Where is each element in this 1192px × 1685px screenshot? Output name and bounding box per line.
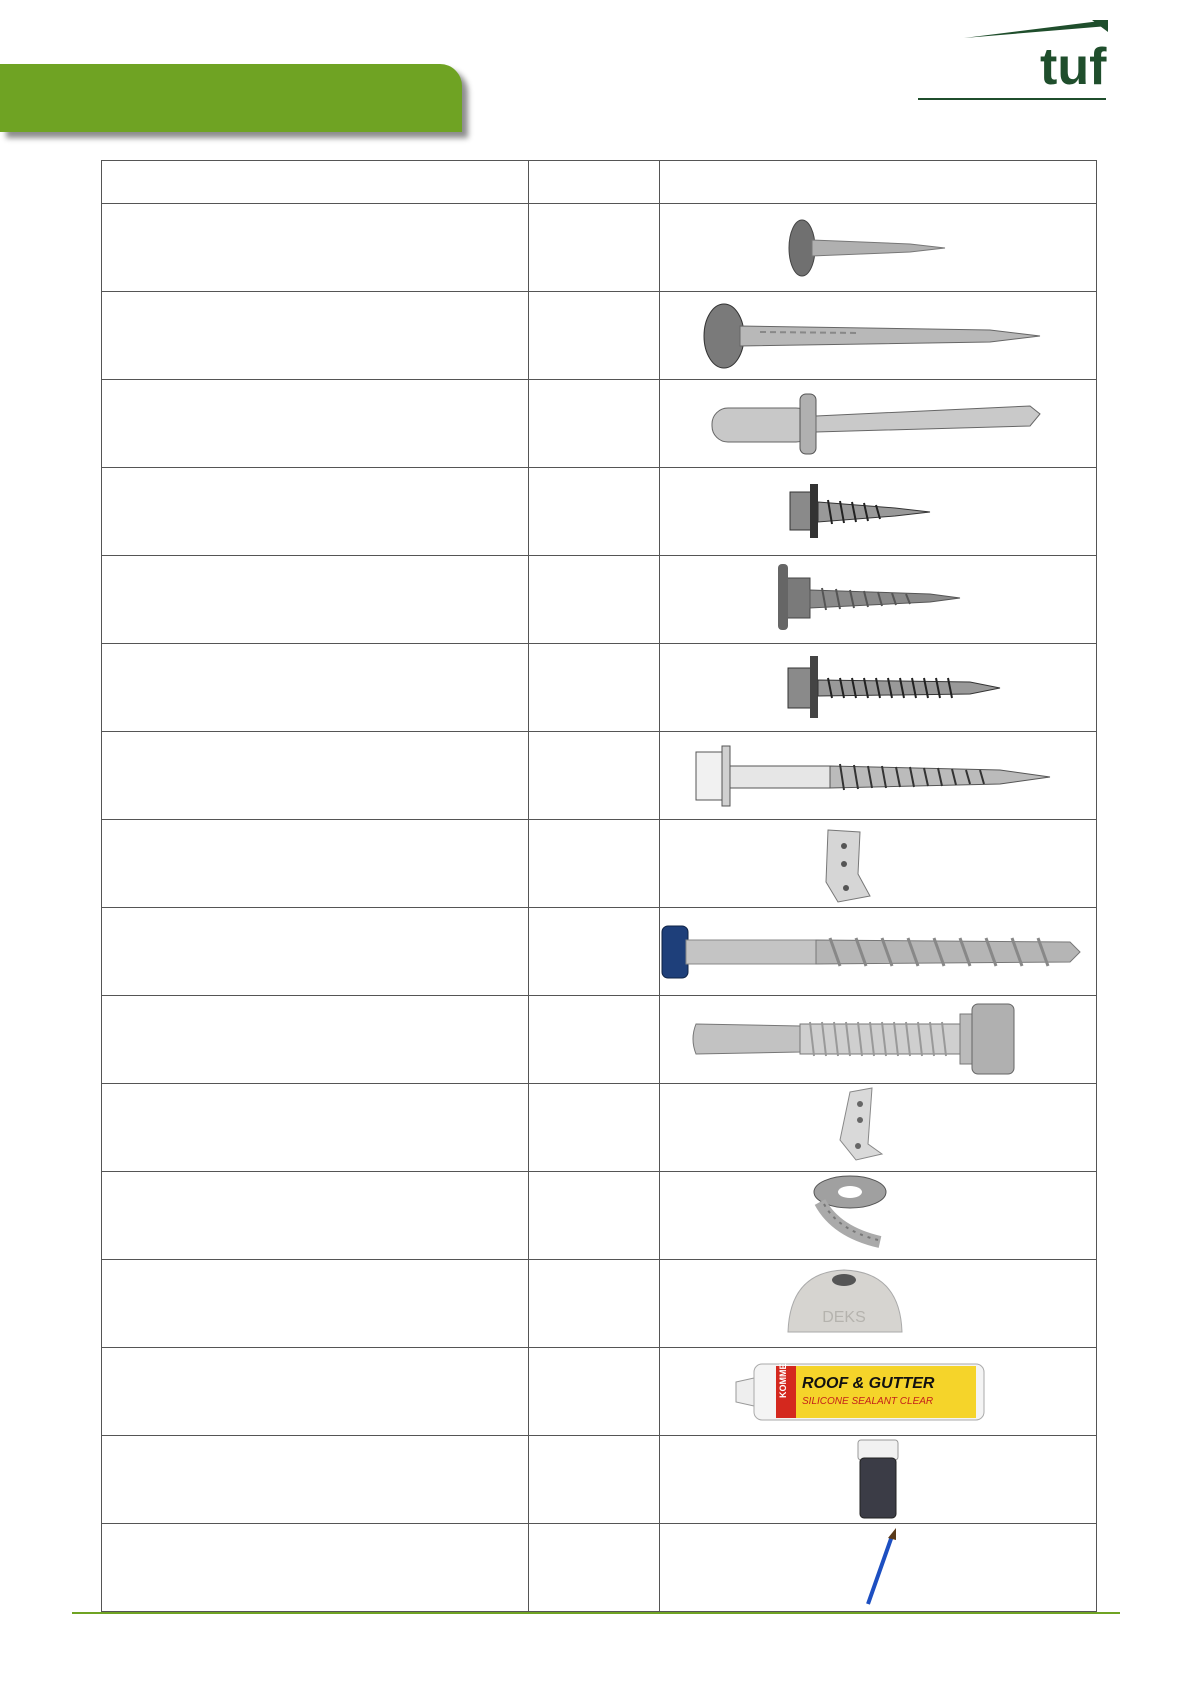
- table-row: [102, 1348, 1097, 1436]
- paint-pot-icon: [660, 1436, 1096, 1523]
- row-quantity: [529, 380, 660, 468]
- dome-washer-icon: [660, 1260, 1096, 1347]
- row-quantity: [529, 1260, 660, 1348]
- logo-rule: [918, 98, 1106, 100]
- long-hex-bolt-icon: [660, 732, 1096, 819]
- row-quantity: [529, 996, 660, 1084]
- table-row: [102, 644, 1097, 732]
- sealant-brand: KOMMECT: [778, 1351, 788, 1398]
- row-quantity: [529, 1172, 660, 1260]
- sealant-subtitle: SILICONE SEALANT CLEAR: [802, 1396, 934, 1407]
- self-drilling-screw-icon: [660, 644, 1096, 731]
- long-nail-icon: [660, 292, 1096, 379]
- wedge-anchor-icon: [660, 996, 1096, 1083]
- row-description: [102, 1436, 529, 1524]
- row-description: [102, 908, 529, 996]
- row-quantity: [529, 292, 660, 380]
- blind-rivet-icon: [660, 380, 1096, 467]
- row-quantity: [529, 1084, 660, 1172]
- row-description: [102, 204, 529, 292]
- concrete-screw-icon: [660, 908, 1096, 995]
- header-description: [102, 161, 529, 204]
- row-quantity: [529, 556, 660, 644]
- table-header-row: [102, 161, 1097, 204]
- row-quantity: [529, 468, 660, 556]
- row-description: [102, 1084, 529, 1172]
- header-image: [660, 161, 1097, 204]
- footer-line: [72, 1612, 1120, 1614]
- row-description: [102, 556, 529, 644]
- sealant-title: ROOF & GUTTER: [802, 1375, 935, 1392]
- header-quantity: [529, 161, 660, 204]
- row-description: [102, 1524, 529, 1612]
- row-quantity: [529, 204, 660, 292]
- row-quantity: [529, 1348, 660, 1436]
- row-quantity: [529, 1524, 660, 1612]
- washer-mark: DEKS: [822, 1309, 866, 1326]
- row-description: [102, 996, 529, 1084]
- table-row: [102, 732, 1097, 820]
- row-description: [102, 644, 529, 732]
- table-row: [102, 292, 1097, 380]
- row-description: [102, 732, 529, 820]
- row-description: [102, 468, 529, 556]
- row-quantity: [529, 820, 660, 908]
- short-hex-screw-icon: [660, 468, 1096, 555]
- row-description: [102, 292, 529, 380]
- table-row: [102, 468, 1097, 556]
- row-description: [102, 820, 529, 908]
- angle-bracket-icon: [660, 820, 1096, 907]
- table-row: [102, 820, 1097, 908]
- fasteners-table: [101, 160, 1097, 1612]
- table-row: [102, 380, 1097, 468]
- tuf-logo: [960, 18, 1110, 102]
- logo-text: tuf: [1040, 38, 1107, 96]
- row-quantity: [529, 732, 660, 820]
- table-row: [102, 908, 1097, 996]
- table-row: [102, 1084, 1097, 1172]
- row-description: [102, 1260, 529, 1348]
- table-row: [102, 1172, 1097, 1260]
- sealant-cartridge-icon: [660, 1348, 1096, 1435]
- row-description: [102, 1172, 529, 1260]
- table-row: [102, 996, 1097, 1084]
- row-quantity: [529, 644, 660, 732]
- table-row: [102, 204, 1097, 292]
- hex-screw-icon: [660, 556, 1096, 643]
- row-quantity: [529, 908, 660, 996]
- paint-brush-icon: [660, 1524, 1096, 1611]
- table-row: [102, 556, 1097, 644]
- row-description: [102, 380, 529, 468]
- row-description: [102, 1348, 529, 1436]
- table-row: [102, 1524, 1097, 1612]
- perforated-strap-icon: [660, 1172, 1096, 1259]
- row-quantity: [529, 1436, 660, 1524]
- table-row: [102, 1436, 1097, 1524]
- short-nail-icon: [660, 204, 1096, 291]
- table-row: [102, 1260, 1097, 1348]
- angle-bracket-icon: [660, 1084, 1096, 1171]
- header-banner: [0, 64, 462, 132]
